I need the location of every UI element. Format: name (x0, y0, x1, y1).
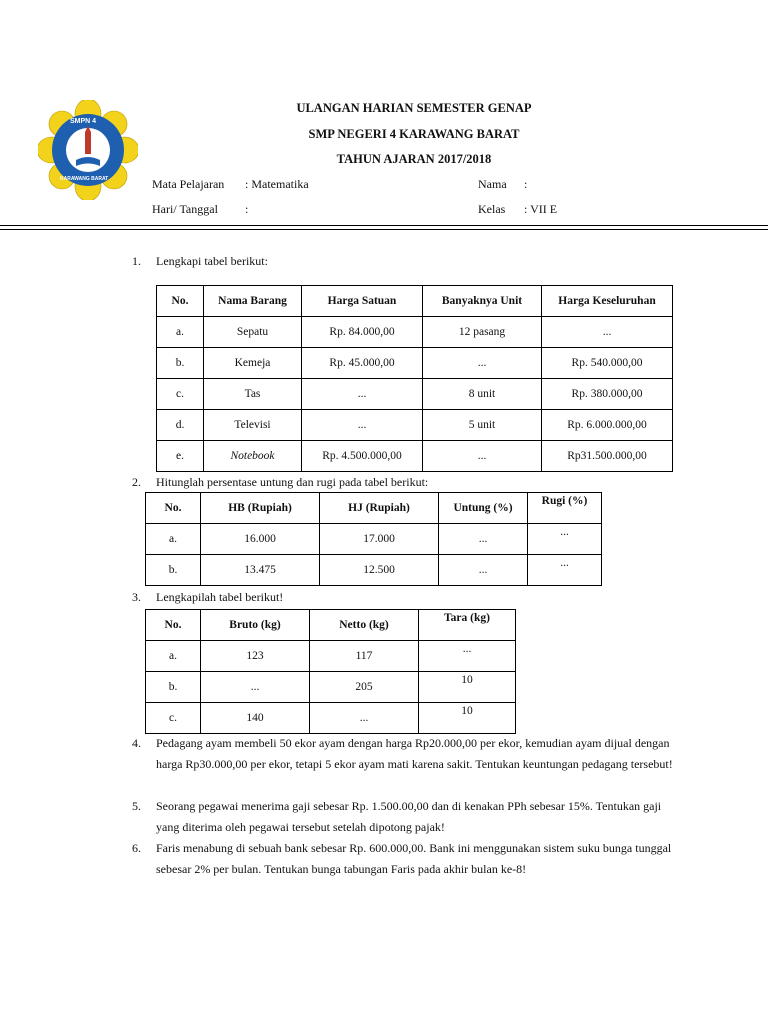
question-number: 2. (132, 475, 141, 489)
table-cell: ... (423, 441, 542, 472)
table-cell: 12 pasang (423, 317, 542, 348)
table-row (157, 317, 673, 348)
table-cell: ... (201, 672, 310, 703)
table-cell (419, 672, 516, 703)
table-cell: c. (146, 703, 201, 734)
question-text: Hitunglah persentase untung dan rugi pada tabel berikut: (156, 475, 429, 489)
table-header-row (146, 610, 516, 641)
table-cell: 8 unit (423, 379, 542, 410)
table-cell: b. (146, 555, 201, 586)
column-header: Netto (kg) (310, 610, 419, 641)
cell-text: ... (560, 526, 569, 538)
table-cell: Rp. 84.000,00 (302, 317, 423, 348)
subject-value: : Matematika (245, 177, 309, 191)
table-row (146, 524, 602, 555)
cell-text: ... (560, 557, 569, 569)
column-header: No. (146, 493, 201, 524)
question-text: Seorang pegawai menerima gaji sebesar Rp. 1.500.00,00 dan di kenakan PPh sebesar 15%. Tentukan gaji yang diterima oleh pegawai tersebut setelah dipotong pajak! (156, 799, 662, 834)
column-header: Harga Keseluruhan (542, 286, 673, 317)
table-row (157, 410, 673, 441)
cell-text: 10 (461, 705, 473, 717)
table-cell: Sepatu (204, 317, 302, 348)
table-cell: Rp. 380.000,00 (542, 379, 673, 410)
table-cell: 17.000 (320, 524, 439, 555)
table-row (157, 348, 673, 379)
table-cell: Televisi (204, 410, 302, 441)
academic-year: TAHUN AJARAN 2017/2018 (336, 152, 492, 166)
table-cell: c. (157, 379, 204, 410)
table-cell: Rp31.500.000,00 (542, 441, 673, 472)
table-cell: Rp. 6.000.000,00 (542, 410, 673, 441)
question-text: Lengkapilah tabel berikut! (156, 590, 284, 604)
column-header: No. (157, 286, 204, 317)
table-cell: d. (157, 410, 204, 441)
question-text: Faris menabung di sebuah bank sebesar Rp. 600.000,00. Bank ini menggunakan sistem suku bunga tunggal sebesar 2% per bulan. Tentukan bunga tabungan Faris pada akhir bulan ke-8! (156, 841, 672, 876)
table-cell: 140 (201, 703, 310, 734)
table-cell: ... (302, 379, 423, 410)
table-cell: 16.000 (201, 524, 320, 555)
table-cell: Notebook (204, 441, 302, 472)
column-header: No. (146, 610, 201, 641)
column-header: Nama Barang (204, 286, 302, 317)
table-cell: Tas (204, 379, 302, 410)
column-header: Untung (%) (439, 493, 528, 524)
name-label: Nama (478, 177, 507, 191)
table-row (157, 441, 673, 472)
question-text: Pedagang ayam membeli 50 ekor ayam dengan harga Rp20.000,00 per ekor, kemudian ayam dijual dengan harga Rp30.000,00 per ekor, tetapi 5 ekor ayam mati karena sakit. Tentukan keuntungan pedagang tersebut! (156, 736, 673, 771)
table-cell: ... (423, 348, 542, 379)
class-value: : VII E (524, 202, 558, 216)
header-divider-top (0, 225, 768, 226)
table-cell: ... (310, 703, 419, 734)
table-row (146, 641, 516, 672)
table-row (146, 703, 516, 734)
table-cell: 5 unit (423, 410, 542, 441)
table-cell (419, 703, 516, 734)
table-cell (528, 555, 602, 586)
rugi-header-text: Rugi (%) (541, 495, 588, 507)
table-cell: 12.500 (320, 555, 439, 586)
table-cell: 205 (310, 672, 419, 703)
question-text: Lengkapi tabel berikut: (156, 254, 268, 268)
table-cell: e. (157, 441, 204, 472)
table-cell: ... (302, 410, 423, 441)
q1-table (156, 285, 673, 472)
school-name: SMP NEGERI 4 KARAWANG BARAT (308, 127, 520, 141)
class-label: Kelas (478, 202, 506, 216)
table-cell: Rp. 540.000,00 (542, 348, 673, 379)
q3-table (145, 609, 516, 734)
column-header: Harga Satuan (302, 286, 423, 317)
column-header (419, 610, 516, 641)
table-cell: Rp. 4.500.000,00 (302, 441, 423, 472)
name-value: : (524, 177, 528, 191)
question-number: 3. (132, 590, 141, 604)
table-cell: 117 (310, 641, 419, 672)
question-number: 1. (132, 254, 141, 268)
table-cell: 13.475 (201, 555, 320, 586)
question-number: 4. (132, 736, 141, 750)
column-header: Banyaknya Unit (423, 286, 542, 317)
cell-text: 10 (461, 674, 473, 686)
table-cell: a. (146, 641, 201, 672)
subject-label: Mata Pelajaran (152, 177, 225, 191)
table-row (157, 379, 673, 410)
table-cell: b. (157, 348, 204, 379)
day-label: Hari/ Tanggal (152, 202, 218, 216)
logo-bottom-text: KARAWANG BARAT (60, 176, 109, 182)
column-header (528, 493, 602, 524)
table-cell: ... (542, 317, 673, 348)
table-cell (528, 524, 602, 555)
tara-header-text: Tara (kg) (444, 612, 490, 624)
column-header: HB (Rupiah) (201, 493, 320, 524)
table-row (146, 672, 516, 703)
header-divider-bottom (0, 229, 768, 230)
table-row (146, 555, 602, 586)
question-number: 6. (132, 841, 141, 855)
table-header-row (157, 286, 673, 317)
table-cell: 123 (201, 641, 310, 672)
column-header: Bruto (kg) (201, 610, 310, 641)
table-cell: a. (146, 524, 201, 555)
cell-text: ... (462, 643, 472, 655)
exam-title: ULANGAN HARIAN SEMESTER GENAP (296, 101, 532, 115)
table-header-row (146, 493, 602, 524)
question-number: 5. (132, 799, 141, 813)
table-cell: Kemeja (204, 348, 302, 379)
table-cell: ... (439, 555, 528, 586)
logo-top-text: SMPN 4 (70, 118, 97, 125)
table-cell (419, 641, 516, 672)
table-cell: Rp. 45.000,00 (302, 348, 423, 379)
q2-table (145, 492, 602, 586)
column-header: HJ (Rupiah) (320, 493, 439, 524)
table-cell: b. (146, 672, 201, 703)
table-cell: ... (439, 524, 528, 555)
day-value: : (245, 202, 249, 216)
table-cell: a. (157, 317, 204, 348)
